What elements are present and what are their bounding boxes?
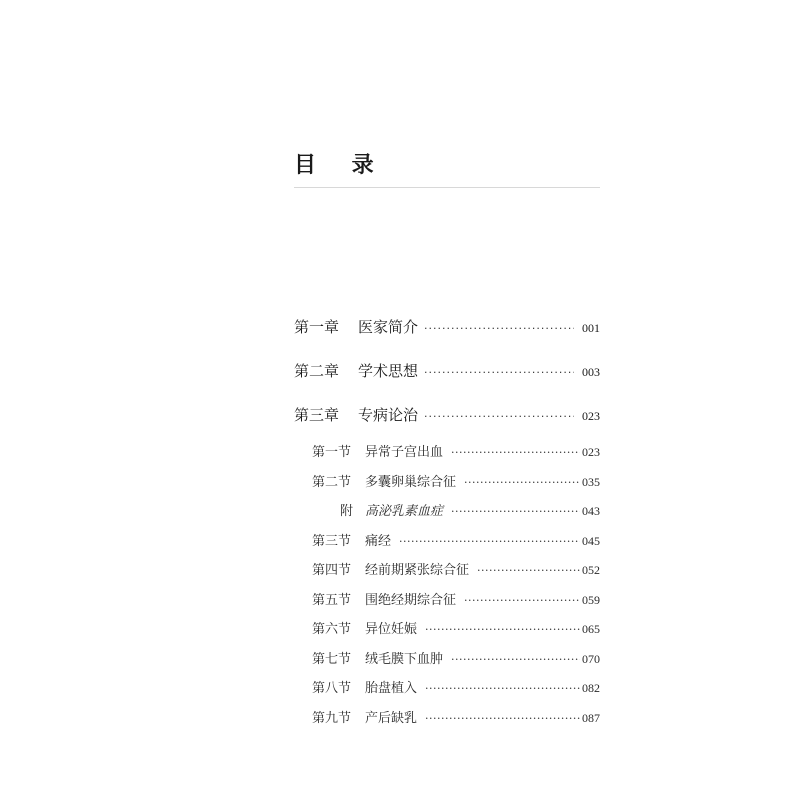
toc-section-entry[interactable] [312, 441, 600, 460]
dot-leader [424, 410, 574, 423]
appendix-label: 附 [340, 504, 354, 519]
dot-leader [464, 594, 580, 607]
dot-leader [477, 564, 580, 577]
dot-leader [425, 712, 580, 725]
page-number: 059 [582, 593, 600, 607]
title-divider [294, 187, 600, 188]
section-number: 第九节 [312, 711, 352, 726]
section-title: 高泌乳素血症 [365, 504, 444, 519]
toc-section-entry[interactable] [312, 618, 600, 637]
section-title: 围绝经期综合征 [365, 593, 457, 608]
section-title: 胎盘植入 [365, 681, 418, 696]
toc-chapter-entry[interactable] [294, 360, 600, 381]
toc-section-entry[interactable] [312, 530, 600, 549]
section-number: 第一节 [312, 445, 352, 460]
dot-leader [464, 476, 580, 489]
section-title: 异位妊娠 [365, 622, 418, 637]
page-number: 065 [582, 622, 600, 636]
toc-section-entry[interactable] [312, 589, 600, 608]
chapter-title: 学术思想 [358, 362, 419, 380]
page-number: 003 [582, 365, 600, 379]
chapter-number: 第三章 [294, 406, 340, 424]
toc-section-entry[interactable] [312, 648, 600, 667]
page-title: 目 录 [294, 153, 388, 178]
dot-leader [425, 682, 580, 695]
section-title: 产后缺乳 [365, 711, 418, 726]
section-number: 第四节 [312, 563, 352, 578]
page-number: 082 [582, 681, 600, 695]
toc-section-entry[interactable] [312, 559, 600, 578]
toc-chapter-entry[interactable] [294, 404, 600, 425]
section-number: 第七节 [312, 652, 352, 667]
section-title: 异常子宫出血 [365, 445, 444, 460]
section-title: 经前期紧张综合征 [365, 563, 470, 578]
toc-appendix-entry[interactable] [312, 500, 600, 519]
chapter-title: 医家简介 [358, 318, 419, 336]
section-number: 第八节 [312, 681, 352, 696]
dot-leader [424, 366, 574, 379]
dot-leader [424, 322, 574, 335]
section-number: 第六节 [312, 622, 352, 637]
chapter-number: 第二章 [294, 362, 340, 380]
section-title: 痛经 [365, 534, 392, 549]
page-number: 023 [582, 409, 600, 423]
section-number: 第三节 [312, 534, 352, 549]
section-number: 第五节 [312, 593, 352, 608]
toc-section-entry[interactable] [312, 471, 600, 490]
chapter-number: 第一章 [294, 318, 340, 336]
toc-chapter-entry[interactable] [294, 316, 600, 337]
section-number: 第二节 [312, 475, 352, 490]
page-number: 070 [582, 652, 600, 666]
section-title: 绒毛膜下血肿 [365, 652, 444, 667]
page-number: 087 [582, 711, 600, 725]
page-number: 052 [582, 563, 600, 577]
dot-leader [451, 653, 580, 666]
page-number: 023 [582, 445, 600, 459]
page-number: 043 [582, 504, 600, 518]
dot-leader [425, 623, 580, 636]
section-title: 多囊卵巢综合征 [365, 475, 457, 490]
dot-leader [451, 446, 580, 459]
chapter-title: 专病论治 [358, 406, 419, 424]
toc-section-entry[interactable] [312, 707, 600, 726]
page-number: 045 [582, 534, 600, 548]
dot-leader [399, 535, 580, 548]
page-number: 035 [582, 475, 600, 489]
toc-section-entry[interactable] [312, 677, 600, 696]
dot-leader [451, 505, 580, 518]
page-number: 001 [582, 321, 600, 335]
